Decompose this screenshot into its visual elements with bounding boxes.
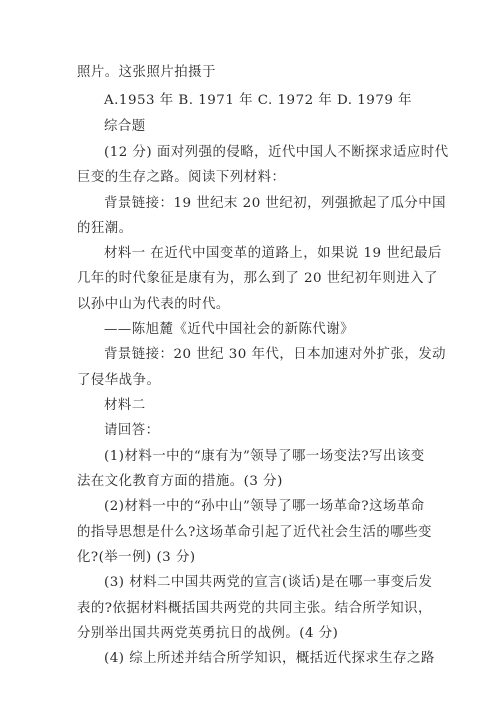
question-2: (2)材料一中的“孙中山”领导了哪一场革命?这场革命 [104,499,425,514]
question-2-cont: 的指导思想是什么?这场革命引起了近代社会生活的哪些变 [77,525,432,540]
section-heading: 综合题 [104,119,146,134]
text-line: (12 分) 面对列强的侵略，近代中国人不断探求适应时代 [104,145,449,160]
text-line: 请回答： [104,423,160,438]
question-2-cont: 化?(举一例) (3 分) [77,550,196,565]
text-line: 材料一 在近代中国变革的道路上，如果说 19 世纪最后 [104,246,442,261]
question-3-cont: 分别举出国共两党英勇抗日的战例。(4 分) [77,626,339,641]
text-line: 几年的时代象征是康有为，那么到了 20 世纪初年则进入了 [77,271,438,286]
question-1-cont: 法在文化教育方面的措施。(3 分) [77,474,283,489]
citation: ——陈旭麓《近代中国社会的新陈代谢》 [104,322,355,337]
question-4: (4) 综上所述并结合所学知识，概括近代探求生存之路 [104,651,435,666]
text-line: 的狂潮。 [77,221,133,236]
question-3-cont: 表的?依据材料概括国共两党的共同主张。结合所学知识， [77,601,432,616]
question-3: (3) 材料二中国共两党的宣言(谈话)是在哪一事变后发 [104,575,433,590]
text-line: 了侵华战争。 [77,373,161,388]
text-line: 背景链接：20 世纪 30 年代，日本加速对外扩张，发动 [104,347,447,362]
text-line: 背景链接：19 世纪末 20 世纪初，列强掀起了瓜分中国 [104,196,447,211]
question-1: (1)材料一中的“康有为”领导了哪一场变法?写出该变 [104,449,425,464]
text-line: 材料二 [104,398,146,413]
answer-options: A.1953 年 B. 1971 年 C. 1972 年 D. 1979 年 [104,93,413,108]
text-line: 以孙中山为代表的时代。 [77,297,230,312]
text-line: 巨变的生存之路。阅读下列材料： [77,170,286,185]
text-line: 照片。这张照片拍摄于 [77,65,216,80]
